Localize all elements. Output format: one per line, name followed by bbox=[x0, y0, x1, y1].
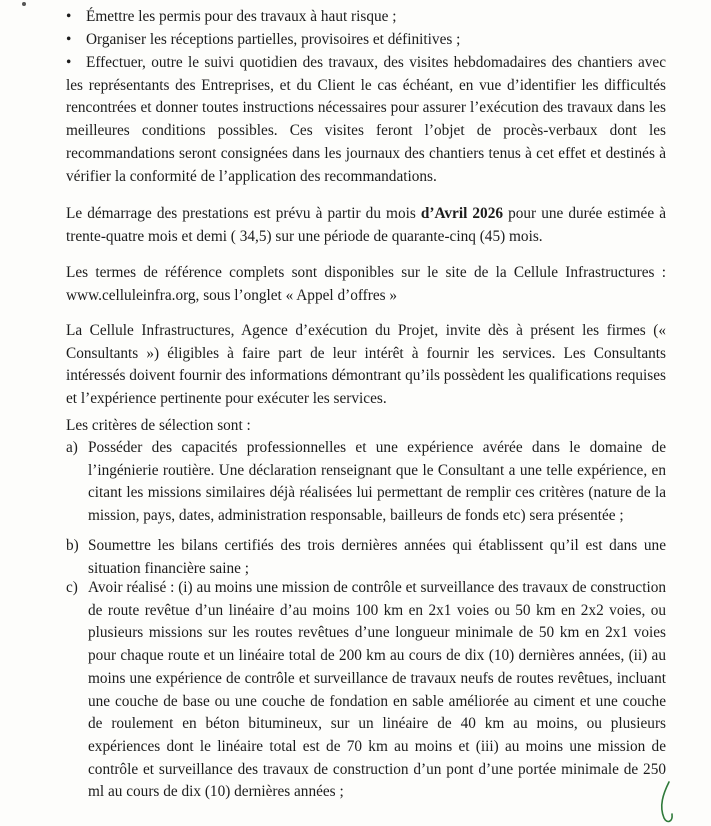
handwritten-initial-mark bbox=[655, 780, 677, 826]
criteria-text: Posséder des capacités professionnelles et une expérience avérée dans le domaine de l’ingénierie routière. Une déclaration renseignant que le Consultant a une telle expérience, en citant les missions similaires déjà réalisées lui permettant de remplir ces critères (nature de la mission, pays, dates, administration responsable, bailleurs de fonds etc) sera présentée ; bbox=[88, 439, 666, 525]
start-date: d’Avril 2026 bbox=[420, 205, 503, 222]
criteria-text: Avoir réalisé : (i) au moins une mission de contrôle et surveillance des travaux de construction de route revêtue d’un linéaire d’au moins 100 km en 2x1 voies ou 50 km en 2x2 voies, ou plusieurs missions sur les routes revêtues d’une longueur minimale de 50 km en 2x1 voies pour chaque route et un linéaire total de 200 km au cours de dix (10) dernières années, (ii) au moins une expérience de contrôle et surveillance de travaux neufs de routes revêtues, incluant une couche de base ou une couche de fondation en sable améliorée au ciment et une couche de roulement en béton bitumineux, sur un linéaire de 40 km au moins, ou plusieurs expériences dont le linéaire total est de 70 km au moins et (iii) au moins une mission de contrôle et surveillance des travaux de construction d’un pont d’une portée minimale de 250 ml au cours de dix (10) dernières années ; bbox=[88, 579, 666, 801]
criteria-item bbox=[66, 535, 666, 580]
criteria-heading: Les critères de sélection sont : bbox=[66, 417, 251, 434]
bullet-item bbox=[66, 6, 666, 29]
bullet-glyph: • bbox=[66, 31, 72, 48]
bullet-item bbox=[66, 52, 666, 188]
scan-dot bbox=[22, 2, 26, 6]
criteria-text: Soumettre les bilans certifiés des trois dernières années qui établissent qu’il est dans une situation financière saine ; bbox=[88, 537, 666, 577]
start-text-before: Le démarrage des prestations est prévu à partir du mois bbox=[66, 205, 421, 222]
criteria-label: c) bbox=[66, 579, 78, 596]
invite-paragraph: La Cellule Infrastructures, Agence d’exécution du Projet, invite dès à présent les firmes (« Consultants ») éligibles à faire part de leur intérêt à fournir les services. Les Consultants intéressés doivent fournir des informations démontrant qu’ils possèdent les qualifications requises et l’expérience pertinente pour exécuter les services. bbox=[66, 322, 666, 408]
terms-paragraph: Les termes de référence complets sont disponibles sur le site de la Cellule Infrastructures : www.celluleinfra.org, sous l’onglet « Appel d’offres » bbox=[66, 264, 666, 304]
bullet-glyph: • bbox=[66, 8, 72, 25]
criteria-label: b) bbox=[66, 537, 79, 554]
criteria-label: a) bbox=[66, 439, 78, 456]
start-date-paragraph bbox=[66, 203, 666, 248]
criteria-item bbox=[66, 437, 666, 528]
start-text-after: pour une durée estimée à trente-quatre mois et demi ( 34,5) sur une période de quarante-cinq (45) mois. bbox=[66, 205, 666, 245]
bullet-text: Effectuer, outre le suivi quotidien des travaux, des visites hebdomadaires des chantiers avec les représentants des Entreprises, et du Client le cas échéant, en vue d’identifier les difficultés rencontrées et donner toutes instructions nécessaires pour assurer l’exécution des travaux dans les meilleures conditions possibles. Ces visites feront l’objet de procès-verbaux dont les recommandations seront consignées dans les journaux des chantiers tenus à cet effet et destinés à vérifier la conformité de l’application des recommandations. bbox=[66, 54, 666, 185]
bullet-item bbox=[66, 29, 666, 52]
bullet-text: Organiser les réceptions partielles, provisoires et définitives ; bbox=[86, 31, 461, 48]
bullet-text: Émettre les permis pour des travaux à haut risque ; bbox=[86, 8, 397, 25]
criteria-item bbox=[66, 577, 666, 804]
bullet-glyph: • bbox=[66, 54, 72, 71]
